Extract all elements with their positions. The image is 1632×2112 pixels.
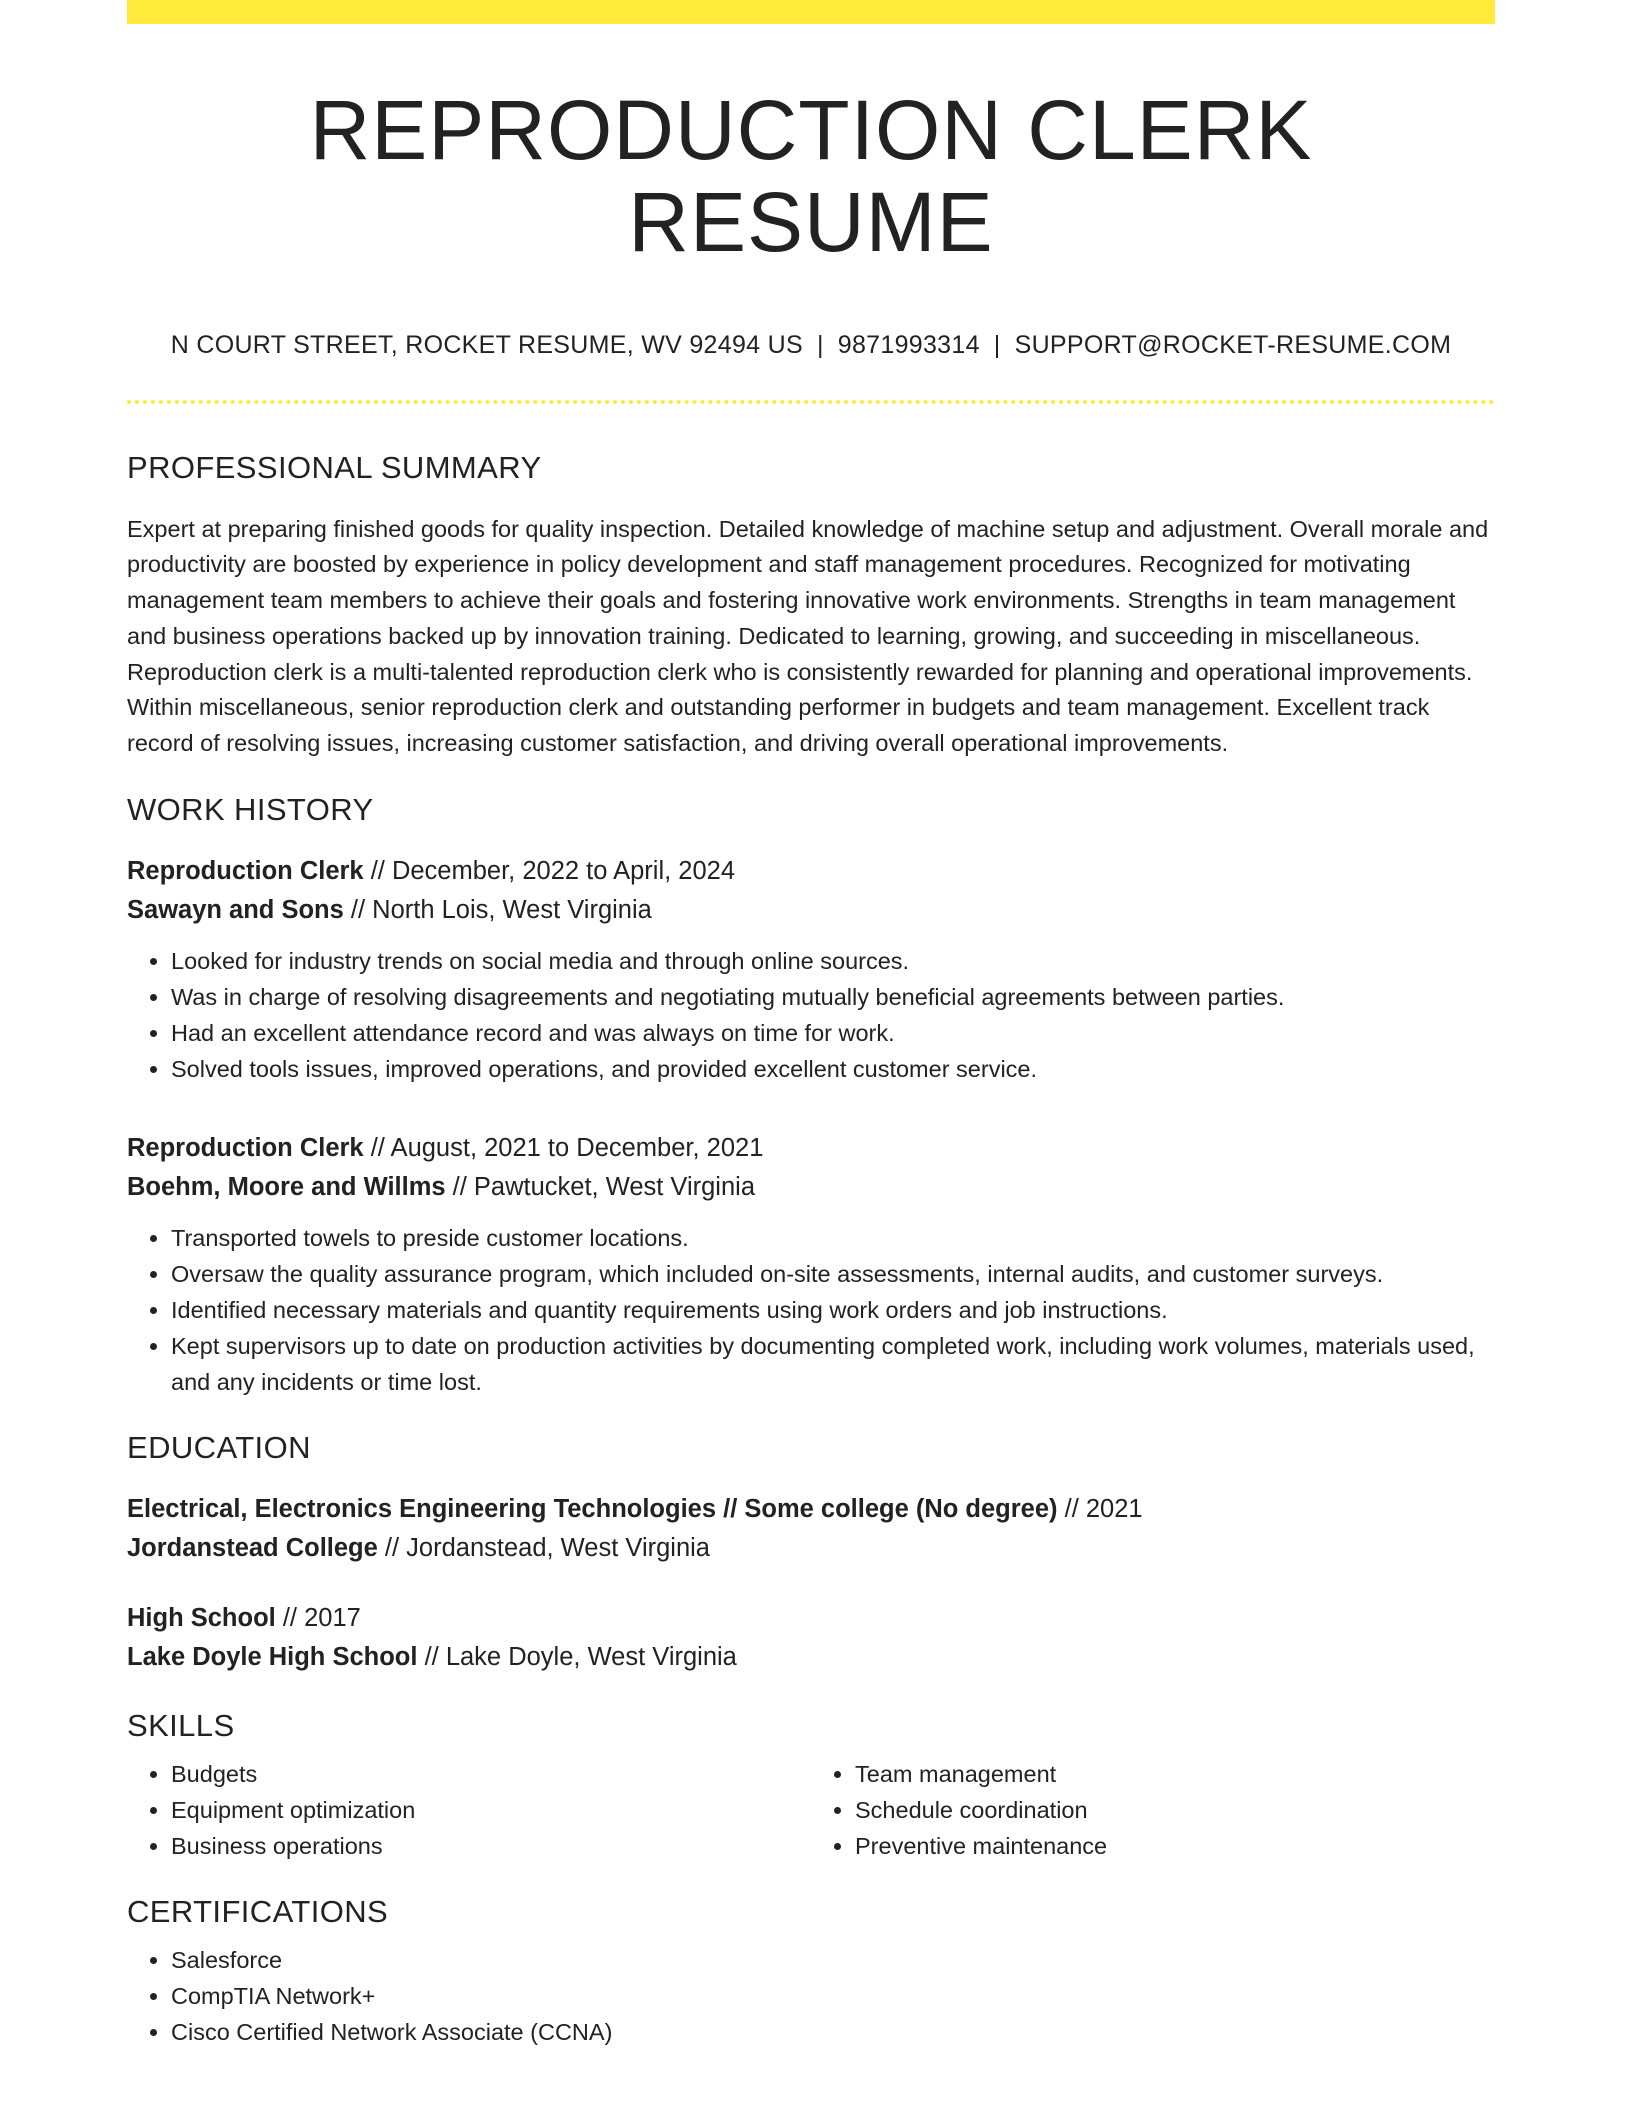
contact-address: N COURT STREET, ROCKET RESUME, WV 92494 US (170, 330, 803, 359)
degree: High School (127, 1603, 276, 1632)
job-company-line (127, 1168, 1495, 1208)
contact-separator: | (993, 330, 1001, 359)
job-bullets (127, 1220, 1495, 1400)
list-item: • Team management (855, 1756, 1495, 1792)
resume-page (127, 0, 1495, 2050)
job-dates: // December, 2022 to April, 2024 (363, 856, 736, 885)
school-line (127, 1638, 1495, 1678)
list-item: • Had an excellent attendance record and was always on time for work. (171, 1015, 1495, 1051)
list-item: • Transported towels to preside customer locations. (171, 1220, 1495, 1256)
job-entry (127, 852, 1495, 1087)
list-item: • Kept supervisors up to date on production activities by documenting completed work, including work volumes, materials used, and any incidents or time lost. (171, 1328, 1495, 1400)
certifications-section (127, 1894, 1495, 2050)
job-entry (127, 1129, 1495, 1400)
work-history-heading: WORK HISTORY (127, 791, 374, 827)
summary-heading: PROFESSIONAL SUMMARY (127, 449, 542, 485)
list-item: • Budgets (171, 1756, 811, 1792)
contact-phone: 9871993314 (837, 330, 980, 359)
skills-list-right (811, 1756, 1495, 1864)
job-bullets (127, 943, 1495, 1087)
skills-list-left (127, 1756, 811, 1864)
contact-line (127, 331, 1495, 360)
education-entry (127, 1490, 1495, 1569)
school-line (127, 1529, 1495, 1569)
job-company: Sawayn and Sons (127, 896, 344, 925)
skills-heading: SKILLS (127, 1707, 235, 1743)
school-location: // Lake Doyle, West Virginia (417, 1643, 737, 1672)
list-item: • Salesforce (171, 1942, 1495, 1978)
school-name: Lake Doyle High School (127, 1643, 418, 1672)
list-item: • Equipment optimization (171, 1792, 811, 1828)
summary-text: Expert at preparing finished goods for quality inspection. Detailed knowledge of machine setup and adjustment. Overall morale and productivity are boosted by experience in policy development and staff management procedures. Recognized for motivating management team members to achieve their goals and fostering innovative work environments. Strengths in team management and business operations backed up by innovation training. Dedicated to learning, growing, and succeeding in miscellaneous. Reproduction clerk is a multi-talented reproduction clerk who is consistently rewarded for planning and operational improvements. Within miscellaneous, senior reproduction clerk and outstanding performer in budgets and team management. Excellent track record of resolving issues, increasing customer satisfaction, and driving overall operational improvements. (127, 515, 1489, 756)
job-location: // North Lois, West Virginia (343, 896, 652, 925)
degree: Electrical, Electronics Engineering Technologies // Some college (No degree) (127, 1494, 1058, 1523)
list-item: • Business operations (171, 1828, 811, 1864)
job-title: Reproduction Clerk (127, 1133, 364, 1162)
education-entry (127, 1599, 1495, 1678)
contact-separator: | (816, 330, 824, 359)
job-dates: // August, 2021 to December, 2021 (363, 1133, 764, 1162)
education-heading: EDUCATION (127, 1429, 311, 1465)
degree-line (127, 1490, 1495, 1530)
list-item: • CompTIA Network+ (171, 1978, 1495, 2014)
dotted-divider (127, 400, 1495, 404)
summary-section (127, 450, 1495, 762)
list-item: • Looked for industry trends on social media and through online sources. (171, 943, 1495, 979)
list-item: • Was in charge of resolving disagreements and negotiating mutually beneficial agreements between parties. (171, 979, 1495, 1015)
education-section (127, 1430, 1495, 1678)
job-location: // Pawtucket, West Virginia (445, 1173, 755, 1202)
contact-email: SUPPORT@ROCKET-RESUME.COM (1014, 330, 1452, 359)
school-name: Jordanstead College (127, 1534, 378, 1563)
degree-line (127, 1599, 1495, 1639)
list-item: • Solved tools issues, improved operations, and provided excellent customer service. (171, 1051, 1495, 1087)
top-accent-bar (127, 0, 1495, 24)
school-location: // Jordanstead, West Virginia (377, 1534, 710, 1563)
job-title-line (127, 1129, 1495, 1169)
work-history-section (127, 792, 1495, 1400)
job-company-line (127, 891, 1495, 931)
skills-grid (127, 1756, 1495, 1864)
graduation-year: // 2017 (275, 1603, 361, 1632)
list-item: • Cisco Certified Network Associate (CCNA) (171, 2014, 1495, 2050)
job-title: Reproduction Clerk (127, 856, 364, 885)
list-item: • Identified necessary materials and quantity requirements using work orders and job instructions. (171, 1292, 1495, 1328)
list-item: • Schedule coordination (855, 1792, 1495, 1828)
certifications-list (127, 1942, 1495, 2050)
list-item: • Preventive maintenance (855, 1828, 1495, 1864)
resume-title: REPRODUCTION CLERK RESUME (309, 83, 1313, 270)
list-item: • Oversaw the quality assurance program, which included on-site assessments, internal audits, and customer surveys. (171, 1256, 1495, 1292)
skills-section (127, 1708, 1495, 1864)
certifications-heading: CERTIFICATIONS (127, 1893, 389, 1929)
graduation-year: // 2021 (1057, 1494, 1143, 1523)
job-company: Boehm, Moore and Willms (127, 1173, 446, 1202)
job-title-line (127, 852, 1495, 892)
